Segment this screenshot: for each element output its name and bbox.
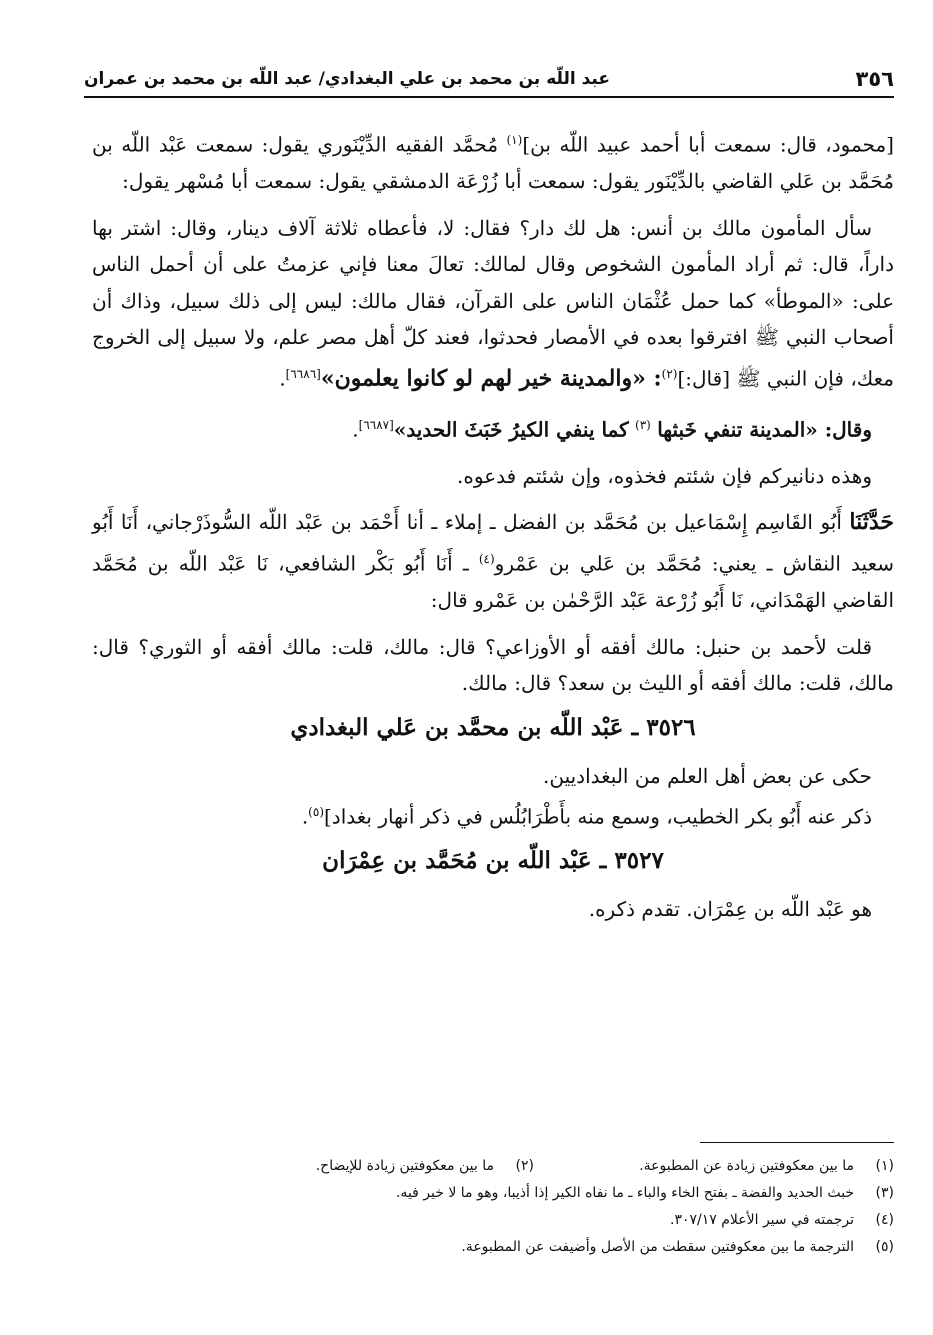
- footnote-separator: [700, 1142, 894, 1143]
- footnote-number: (٣): [875, 1184, 894, 1201]
- text-segment: [محمود، قال: سمعت أبا أحمد عبيد اللّه بن]: [522, 132, 894, 157]
- footnote-text: ما بين معكوفتين زيادة للإيضاح.: [315, 1157, 494, 1174]
- section-title-3526: ٣٥٢٦ ـ عَبْد اللّه بن محمَّد بن عَلي البغدادي: [290, 713, 696, 741]
- footnotes: [92, 1152, 894, 1260]
- footnote-4: [670, 1212, 894, 1228]
- main-text: [92, 122, 894, 928]
- footnote-row: [92, 1179, 894, 1206]
- paragraph-hadith: [92, 407, 894, 448]
- footnote-text: خبث الحديد والفضة ـ بفتح الخاء والباء ـ ما نفاه الكير إذا أذيبا، وهو ما لا خير فيه.: [395, 1184, 854, 1201]
- paragraph-narration: [92, 210, 894, 397]
- footnote-marker-1: (١): [506, 133, 523, 147]
- text-segment: .: [301, 804, 309, 829]
- footnote-1: [534, 1158, 894, 1174]
- footnote-text: ترجمته في سير الأعلام ٣٠٧/١٧.: [670, 1211, 854, 1228]
- footnote-text: ما بين معكوفتين زيادة عن المطبوعة.: [639, 1157, 854, 1174]
- footnote-number: (٤): [875, 1211, 894, 1228]
- footnote-marker-3: (٣): [635, 417, 651, 432]
- running-title: عبد اللّه بن محمد بن علي البغدادي/ عبد اللّه بن محمد بن عمران: [84, 69, 610, 89]
- footnote-5: [461, 1239, 894, 1255]
- footnote-row: [92, 1206, 894, 1233]
- footnote-number: (٢): [515, 1157, 534, 1174]
- paragraph-isnad-2: [92, 504, 894, 618]
- footnote-2: [316, 1158, 534, 1174]
- page-number: ٣٥٦: [855, 67, 894, 91]
- page-header: [84, 62, 894, 98]
- text-segment: أَبُو القَاسِم إِسْمَاعيل بن مُحَمَّد بن الفضل ـ إملاء ـ أنا أَحْمَد بن عَبْد اللّه السُّوذَرْجاني، أَنَا أَبُو سعيد النقاش ـ يعني: مُحَمَّد بن عَلي بن عَمْرو: [92, 510, 894, 576]
- text-segment: ذكر عنه أَبُو بكر الخطيب، وسمع منه بأَطْرَابُلُس في ذكر أنهار بغداد]: [324, 804, 872, 829]
- footnote-row: [92, 1152, 894, 1179]
- text-segment: ـ أَنَا أَبُو بَكْر الشافعي، نَا عَبْد اللّه بن مُحَمَّد القاضي الهَمْدَاني، نَا أَبُو زُرْعة عَبْد الرَّحْمٰن بن عَمْرو قال:: [92, 551, 894, 613]
- text-segment: .: [279, 366, 286, 391]
- paragraph-question: قلت لأحمد بن حنبل: مالك أفقه أو الأوزاعي؟ قال: مالك، قلت: مالك أفقه أو الثوري؟ قال: مالك، قلت: مالك أفقه أو الليث بن سعد؟ قال: مالك.: [92, 634, 894, 696]
- text-segment: مُحمَّد الفقيه الدِّيْنَوري يقول: سمعت عَبْد اللّه بن مُحَمَّد بن عَلي القاضي بالدِّيْنَور يقول: سمعت أبا زُرْعَة الدمشقي يقول: سمعت أبا مُسْهر يقول:: [92, 132, 894, 194]
- isnad-lead-word: حَدَّثَنَا: [849, 509, 894, 536]
- hadith-quote: كما ينفي الكيرُ خَبَثَ الحديد»: [393, 417, 629, 442]
- footnote-3: [396, 1185, 894, 1201]
- paragraph-isnad-1: [92, 122, 894, 200]
- text-segment: سأل المأمون مالك بن أنس: هل لك دار؟ فقال: لا، فأعطاه ثلاثة آلاف دينار، وقال: اشتر بها داراً، قال: ثم أراد المأمون الشخوص وقال لمالك: تعالَ معنا فإني عزمتُ على أن أحمل الناس على: «الموطأ» كما حمل عُثْمَان الناس على القرآن، فقال مالك: ليس إلى ذلك سبيل، وذاك أن أصحاب النبي ﷺ افترقوا بعده في الأمصار فحدثوا، فعند كلّ أهل مصر علم، ولا سبيل إلى الخروج معك، فإن النبي ﷺ [قال:]: [92, 215, 894, 391]
- footnote-marker-4: (٤): [478, 551, 495, 566]
- hadith-quote: : «والمدينة خير لهم لو كانوا يعلمون»: [320, 365, 662, 392]
- footnote-number: (٥): [875, 1238, 894, 1255]
- paragraph-bio-3526: حكى عن بعض أهل العلم من البغداديين.: [543, 763, 872, 788]
- hadith-ref-number: [٦٦٨٦]: [285, 366, 321, 381]
- section-title-3527: ٣٥٢٧ ـ عَبْد اللّه بن مُحَمَّد بن عِمْرَان: [322, 847, 664, 875]
- paragraph-dinars: وهذه دنانيركم فإن شئتم فخذوه، وإن شئتم فدعوه.: [457, 463, 872, 488]
- hadith-quote: وقال: «المدينة تنفي خَبثها: [657, 417, 872, 442]
- hadith-ref-number: [٦٦٨٧]: [358, 417, 394, 432]
- footnote-row: [92, 1233, 894, 1260]
- footnote-marker-2: (٢): [661, 366, 678, 381]
- footnote-text: الترجمة ما بين معكوفتين سقطت من الأصل وأضيفت عن المطبوعة.: [461, 1238, 854, 1255]
- footnote-number: (١): [875, 1157, 894, 1174]
- footnote-marker-5: (٥): [308, 805, 324, 820]
- paragraph-bio-3527: هو عَبْد اللّه بن عِمْرَان. تقدم ذكره.: [588, 897, 872, 922]
- paragraph-khatib: [92, 794, 894, 835]
- text-segment: .: [352, 417, 359, 442]
